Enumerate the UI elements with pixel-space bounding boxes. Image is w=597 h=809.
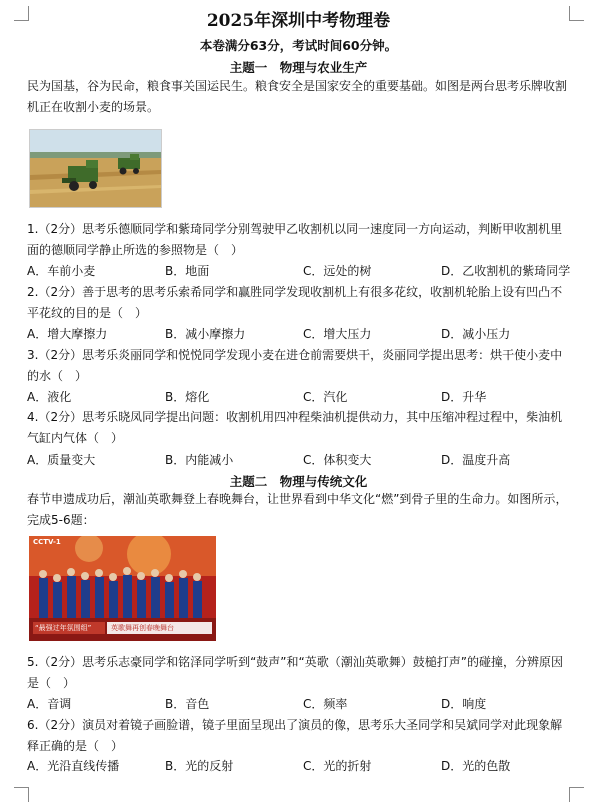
theme-one-intro: 民为国基，谷为民命，粮食事关国运民生。粮食安全是国家安全的重要基础。如图是两台思考乐牌收割机正在收割小麦的场景。 (27, 79, 568, 114)
question-4-stem: 4.（2分）思考乐晓凤同学提出问题：收割机用四冲程柴油机提供动力，其中压缩冲程过程中，柴油机气缸内气体（ ） (27, 410, 563, 445)
question-2-option-c[interactable]: C．增大压力 (303, 327, 372, 341)
question-6-option-d[interactable]: D．光的色散 (441, 759, 511, 773)
question-3-option-a[interactable]: A．液化 (27, 390, 72, 404)
question-1-option-d[interactable]: D．乙收割机的紫琦同学 (441, 264, 571, 278)
question-4-option-d[interactable]: D．温度升高 (441, 453, 511, 467)
question-1-stem: 1.（2分）思考乐德顺同学和紫琦同学分别驾驶甲乙收割机以同一速度同一方向运动，判断甲收割机里面的德顺同学静止所选的参照物是（ ） (27, 222, 563, 257)
question-4-option-c[interactable]: C．体积变大 (303, 453, 372, 467)
question-5-option-c[interactable]: C．频率 (303, 697, 348, 711)
question-6-stem: 6.（2分）演员对着镜子画脸谱，镜子里面呈现出了演员的像，思考乐大圣同学和吴斌同学对此现象解释正确的是（ ） (27, 718, 563, 753)
question-5-option-d[interactable]: D．响度 (441, 697, 487, 711)
question-6-option-a[interactable]: A．光沿直线传播 (27, 759, 120, 773)
question-5-option-a[interactable]: A．音调 (27, 697, 72, 711)
question-6-option-c[interactable]: C．光的折射 (303, 759, 372, 773)
question-3-stem: 3.（2分）思考乐炎丽同学和悦悦同学发现小麦在进仓前需要烘干，炎丽同学提出思考：烘干使小麦中的水（ ） (27, 348, 563, 383)
theme-two-intro: 春节申遗成功后，潮汕英歌舞登上春晚舞台，让世界看到中华文化“燃”到骨子里的生命力。如图所示，完成5-6题： (27, 492, 568, 527)
question-1-option-c[interactable]: C．远处的树 (303, 264, 372, 278)
theme-two-heading: 主题二 物理与传统文化 (229, 474, 368, 489)
question-1-option-a[interactable]: A．车前小麦 (27, 264, 96, 278)
yingge-dance-photo (29, 536, 216, 641)
question-5-option-b[interactable]: B．音色 (165, 697, 210, 711)
question-3-option-b[interactable]: B．熔化 (165, 390, 210, 404)
question-5-stem: 5.（2分）思考乐志豪同学和铭泽同学听到“鼓声”和“英歌（潮汕英歌舞）鼓槌打声”的碰撞，分辨原因是（ ） (27, 655, 563, 690)
crop-mark-bottom-right (569, 787, 584, 802)
banner-right-text: 英歌舞再创春晚舞台 (111, 624, 174, 632)
cctv-logo: CCTV-1 (33, 538, 61, 546)
question-3-option-d[interactable]: D．升华 (441, 390, 487, 404)
question-2-stem: 2.（2分）善于思考的思考乐索希同学和赢胜同学发现收割机上有很多花纹，收割机轮胎上设有凹凸不平花纹的目的是（ ） (27, 285, 563, 320)
exam-subtitle: 本卷满分63分，考试时间60分钟。 (199, 38, 398, 53)
harvester-photo (29, 129, 162, 208)
theme-one-heading: 主题一 物理与农业生产 (229, 60, 368, 75)
question-2-option-d[interactable]: D．减小压力 (441, 327, 511, 341)
question-6-option-b[interactable]: B．光的反射 (165, 759, 234, 773)
question-3-option-c[interactable]: C．汽化 (303, 390, 348, 404)
harvester-illustration (30, 130, 161, 207)
question-4-option-a[interactable]: A．质量变大 (27, 453, 96, 467)
exam-title: 2025年深圳中考物理卷 (206, 11, 391, 31)
question-4-option-b[interactable]: B．内能减小 (165, 453, 234, 467)
question-2-option-a[interactable]: A．增大摩擦力 (27, 327, 108, 341)
banner-left-text: “最强过年氛围组” (35, 624, 92, 632)
question-2-option-b[interactable]: B．减小摩擦力 (165, 327, 246, 341)
question-1-option-b[interactable]: B．地面 (165, 264, 210, 278)
crop-mark-bottom-left (14, 787, 29, 802)
